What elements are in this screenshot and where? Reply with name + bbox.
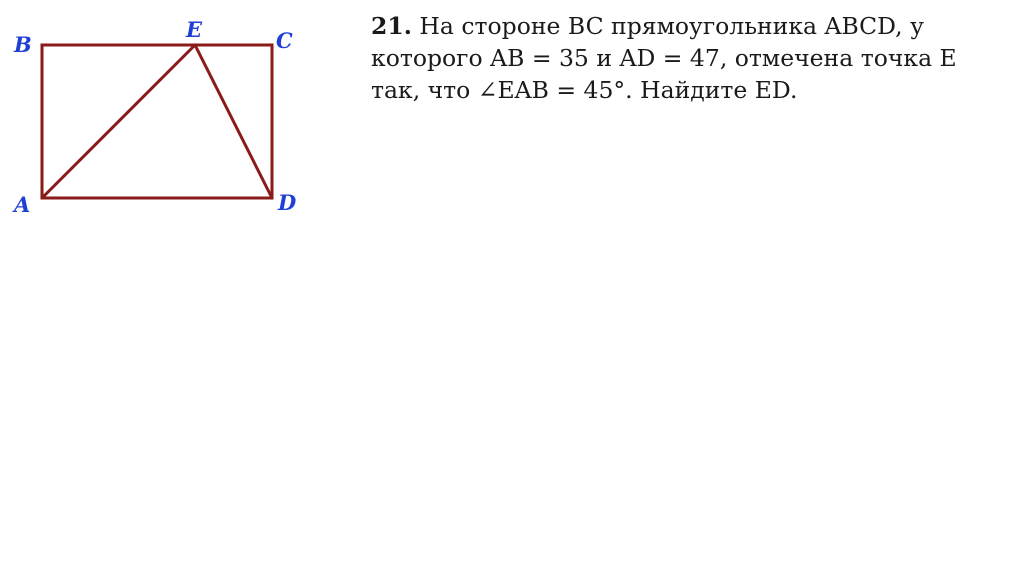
problem-line-1: [371, 10, 1011, 42]
vertex-label-a: A: [14, 192, 31, 217]
vertex-label-d: D: [278, 190, 297, 215]
vertex-label-c: C: [276, 28, 293, 53]
vertex-label-e: E: [186, 17, 203, 42]
rectangle-abcd: [42, 45, 272, 198]
segment-ae: [42, 45, 195, 198]
problem-line-3: так, что ∠EAB = 45°. Найдите ED.: [371, 76, 798, 104]
rectangle-figure: [0, 0, 340, 240]
problem-line-2: которого AB = 35 и AD = 47, отмечена точка E: [371, 44, 957, 72]
problem-line-1-text: На стороне BC прямоугольника ABCD, у: [411, 12, 924, 40]
segment-ed: [195, 45, 272, 198]
vertex-label-b: B: [14, 32, 32, 57]
problem-number: 21.: [371, 12, 412, 40]
problem-statement: [371, 10, 1011, 106]
